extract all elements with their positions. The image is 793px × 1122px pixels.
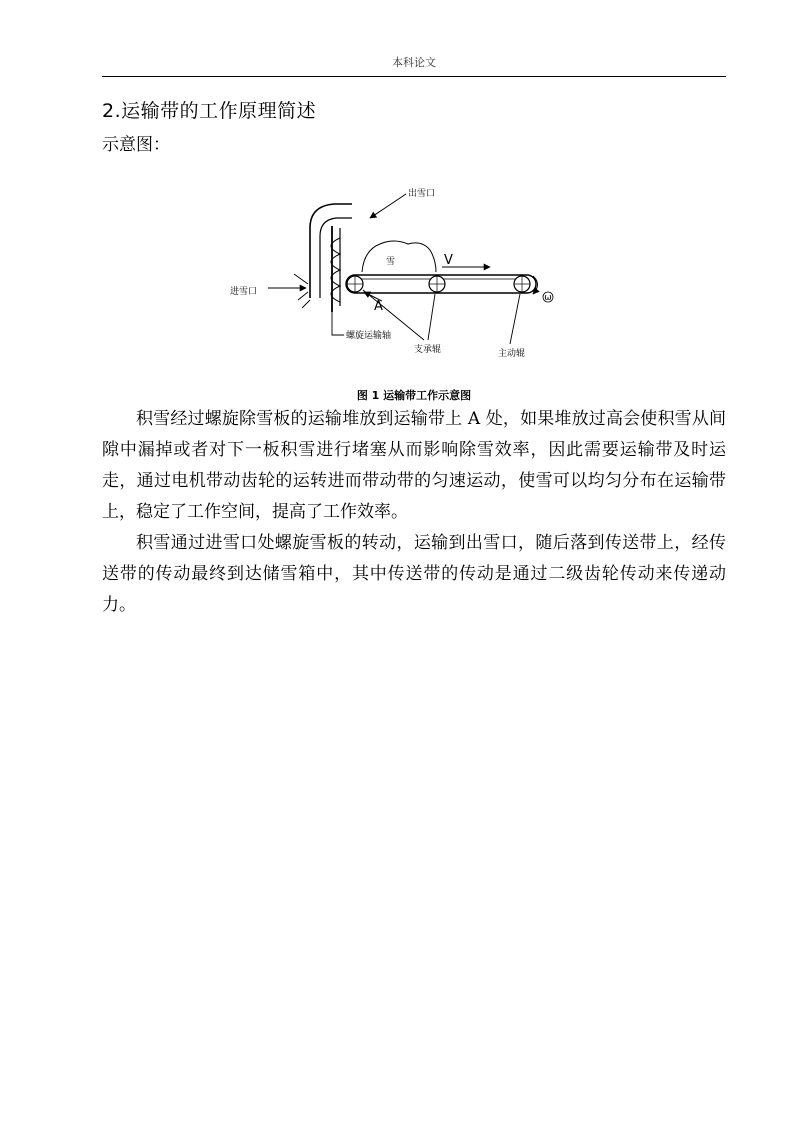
section-title: 2.运输带的工作原理简述 (102, 100, 317, 122)
point-a-label: A (374, 299, 383, 314)
conveyor-diagram-svg (222, 180, 562, 365)
page-header: 本科论文 (392, 56, 436, 69)
spiral-label: 螺旋运输轴 (346, 331, 392, 341)
body-paragraph-1: 积雪经过螺旋除雪板的运输堆放到运输带上 A 处，如果堆放过高会使积雪从间隙中漏掉或者对下一板积雪进行堵塞从而影响除雪效率，因此需要运输带及时运走，通过电机带动齿轮的运转进而带动带的匀速运动，使雪可以均匀分布在运输带上，稳定了工作空间，提高了工作效率。 (102, 409, 726, 522)
drive-label: 主动辊 (498, 349, 526, 359)
support-label: 支承辊 (414, 345, 442, 355)
drive-leader (510, 294, 520, 344)
snow-pile (362, 241, 436, 272)
velocity-label: V (444, 253, 453, 268)
conveyor-diagram (222, 180, 562, 365)
omega-label: ω (544, 293, 552, 303)
support-leader-2 (428, 294, 435, 340)
figure-caption: 图 1 运输带工作示意图 (356, 389, 472, 402)
inlet-hatch-1 (294, 274, 308, 284)
inlet-hatch-2 (298, 292, 308, 300)
header-rule (102, 76, 726, 77)
snow-label: 雪 (386, 257, 396, 267)
spiral-leader (332, 312, 344, 335)
schematic-label: 示意图： (102, 135, 170, 155)
inlet-hatch-3 (302, 300, 310, 308)
outlet-arrow (370, 194, 406, 218)
outlet-label: 出雪口 (408, 189, 436, 199)
inlet-label: 进雪口 (230, 287, 258, 297)
body-paragraph-2: 积雪通过进雪口处螺旋雪板的转动，运输到出雪口，随后落到传送带上，经传送带的传动最终到达储雪箱中，其中传送带的传动是通过二级齿轮传动来传递动力。 (102, 533, 726, 615)
